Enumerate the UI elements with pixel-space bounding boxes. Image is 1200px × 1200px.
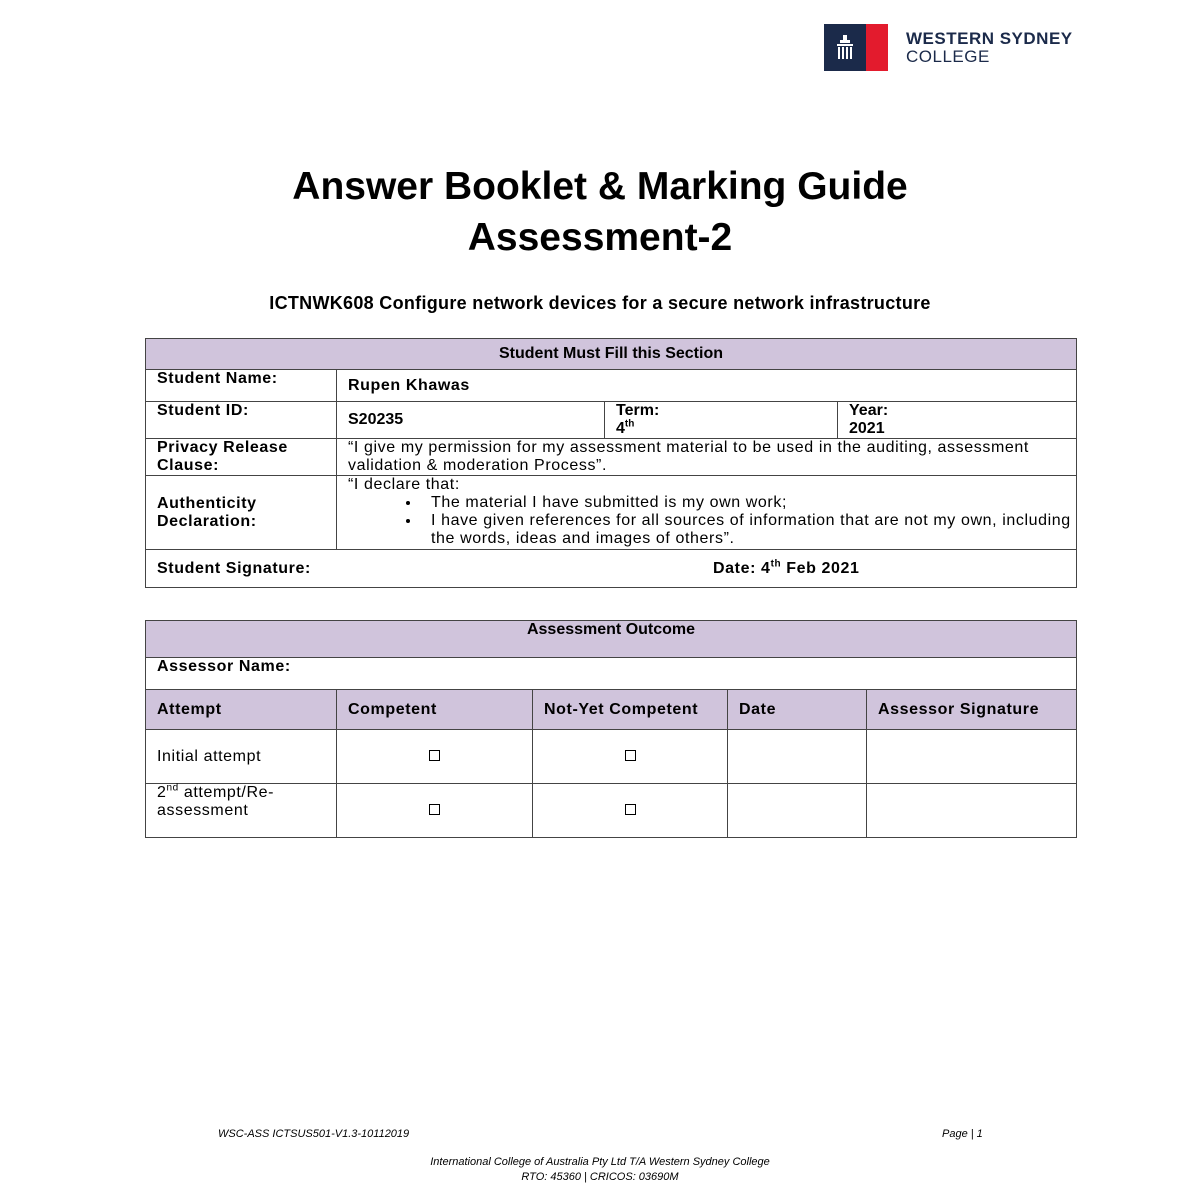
year-value: 2021 [849, 420, 885, 437]
logo-red-band [866, 24, 888, 71]
authenticity-item: • I have given references for all sources of information that are not my own, including the words, ideas and images of others”. [421, 512, 1076, 548]
col-date: Date [728, 690, 867, 730]
checkbox[interactable] [625, 804, 636, 815]
student-id-label: Student ID: [146, 402, 337, 439]
attempt-suffix: nd [166, 782, 179, 794]
footer-company: International College of Australia Pty Ltd T/A Western Sydney College [430, 1156, 770, 1168]
term-cell[interactable] [605, 402, 838, 439]
date-suffix: th [770, 558, 782, 570]
attempt-initial-label: Initial attempt [146, 730, 337, 784]
checkbox[interactable] [429, 804, 440, 815]
term-suffix: th [624, 418, 635, 430]
year-label: Year: [849, 402, 889, 419]
student-name-value[interactable]: Rupen Khawas [337, 370, 1077, 402]
term-number: 4 [616, 420, 625, 437]
term-label: Term: [616, 402, 660, 419]
initial-not-yet-cell[interactable] [533, 730, 728, 784]
initial-competent-cell[interactable] [337, 730, 533, 784]
year-cell[interactable] [838, 402, 1077, 439]
assessment-outcome-table [145, 620, 1077, 838]
attempt-second-label [146, 784, 337, 838]
col-assessor-signature: Assessor Signature [867, 690, 1077, 730]
submission-date [713, 560, 860, 578]
student-signature-label: Student Signature: [157, 559, 311, 577]
outcome-header: Assessment Outcome [146, 621, 1077, 658]
authenticity-intro: “I declare that: [348, 476, 460, 493]
student-section-table [145, 338, 1077, 588]
term-value [616, 420, 837, 438]
col-attempt: Attempt [146, 690, 337, 730]
initial-date-cell[interactable] [728, 730, 867, 784]
logo-mark [824, 24, 888, 71]
signature-row[interactable] [146, 550, 1077, 588]
logo-text [906, 30, 1073, 66]
authenticity-list [348, 494, 1076, 548]
page-subtitle-assessment: Assessment-2 [467, 216, 733, 259]
col-competent: Competent [337, 690, 533, 730]
privacy-text: “I give my permission for my assessment material to be used in the auditing, assessment validation & moderation Process”. [337, 439, 1077, 476]
unit-title: ICTNWK608 Configure network devices for a secure network infrastructure [269, 293, 931, 313]
assessor-name-label: Assessor Name: [157, 658, 291, 675]
authenticity-label: Authenticity Declaration: [146, 476, 337, 550]
page-title: Answer Booklet & Marking Guide [292, 165, 908, 208]
second-not-yet-cell[interactable] [533, 784, 728, 838]
assessor-name-row[interactable] [146, 658, 1077, 690]
attempt-rest: attempt/Re-assessment [157, 784, 275, 819]
privacy-label: Privacy Release Clause: [146, 439, 337, 476]
date-rest: Feb 2021 [781, 559, 860, 577]
student-id-value[interactable]: S20235 [337, 402, 605, 439]
date-label: Date: 4 [713, 559, 771, 577]
table-row [146, 784, 1077, 838]
footer-rto: RTO: 45360 | CRICOS: 03690M [521, 1171, 679, 1183]
initial-signature-cell[interactable] [867, 730, 1077, 784]
attempt-number: 2 [157, 784, 167, 801]
table-row [146, 730, 1077, 784]
col-not-yet-competent: Not-Yet Competent [533, 690, 728, 730]
student-section-header: Student Must Fill this Section [146, 339, 1077, 370]
student-name-label: Student Name: [146, 370, 337, 402]
footer-doc-code: WSC-ASS ICTSUS501-V1.3-10112019 [218, 1128, 410, 1140]
footer-page-number: Page | 1 [942, 1128, 983, 1140]
college-logo [824, 24, 1073, 71]
logo-line1: WESTERN SYDNEY [906, 28, 1073, 48]
second-competent-cell[interactable] [337, 784, 533, 838]
authenticity-item: • The material I have submitted is my own work; [421, 494, 1076, 512]
logo-line2: COLLEGE [906, 46, 990, 66]
second-signature-cell[interactable] [867, 784, 1077, 838]
checkbox[interactable] [429, 750, 440, 761]
second-date-cell[interactable] [728, 784, 867, 838]
college-crest-icon [824, 24, 866, 71]
checkbox[interactable] [625, 750, 636, 761]
authenticity-text [337, 476, 1077, 550]
